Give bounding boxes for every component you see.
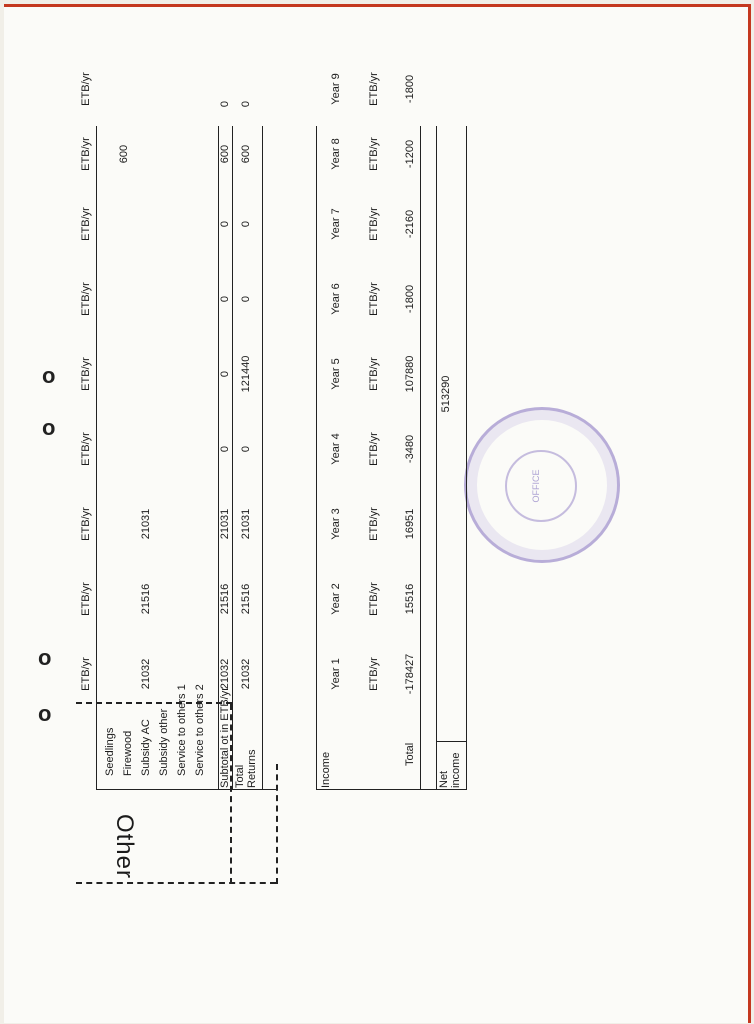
year-unit: ETB/yr xyxy=(368,582,380,616)
total-value: 107880 xyxy=(404,355,416,393)
unit-header: ETB/yr xyxy=(80,282,92,316)
year-unit: ETB/yr xyxy=(368,207,380,241)
total-returns-value: 21031 xyxy=(240,508,252,540)
row-label: Service to others 2 xyxy=(194,684,206,776)
year-unit: ETB/yr xyxy=(368,357,380,391)
total-value: -2160 xyxy=(404,209,416,239)
total-returns-value: 121440 xyxy=(240,355,252,393)
cell-value: 21032 xyxy=(140,658,152,690)
subtotal-value: 0 xyxy=(219,100,231,108)
year-unit: ETB/yr xyxy=(368,657,380,691)
dashed-box-bottom xyxy=(276,764,278,884)
year-header: Year 7 xyxy=(330,208,342,240)
income-total-line xyxy=(420,126,421,790)
row-label: Service to others 1 xyxy=(176,684,188,776)
total-value: -3480 xyxy=(404,434,416,464)
year-header: Year 4 xyxy=(330,433,342,465)
other-label: Other xyxy=(111,813,138,879)
row-label: Subsidy AC xyxy=(140,719,152,776)
year-header: Year 2 xyxy=(330,583,342,615)
year-unit: ETB/yr xyxy=(368,507,380,541)
total-value: -1200 xyxy=(404,139,416,169)
row-label: Firewood xyxy=(122,730,134,776)
income-label: Income xyxy=(320,751,332,788)
unit-header: ETB/yr xyxy=(80,137,92,171)
total-value: 16951 xyxy=(404,508,416,540)
dashed-box-right xyxy=(76,702,232,704)
year-header: Year 3 xyxy=(330,508,342,540)
punch-hole-mark: o xyxy=(38,701,52,726)
subtotal-value: 21031 xyxy=(219,508,231,540)
total-returns-value: 21516 xyxy=(240,583,252,615)
total-value: -178427 xyxy=(404,653,416,695)
punch-hole-mark: o xyxy=(42,363,56,388)
income-left-border xyxy=(316,789,466,790)
row-label: Seedlings xyxy=(104,727,116,776)
net-income-value: 513290 xyxy=(440,375,452,413)
net-income-value-divider xyxy=(436,741,466,742)
year-header: Year 9 xyxy=(330,73,342,105)
total-returns-value: 0 xyxy=(240,445,252,453)
year-unit: ETB/yr xyxy=(368,432,380,466)
subtotal-value: 600 xyxy=(219,144,231,164)
cell-value: 21516 xyxy=(140,583,152,615)
subtotal-value: 21516 xyxy=(219,583,231,615)
punch-hole-mark: o xyxy=(38,645,52,670)
income-total-line-bottom xyxy=(436,126,437,790)
year-header: Year 6 xyxy=(330,283,342,315)
net-income-label: Net income xyxy=(438,752,462,788)
subtotal-value: 0 xyxy=(219,220,231,228)
total-returns-value: 21032 xyxy=(240,658,252,690)
total-returns-label: Total Returns xyxy=(234,749,258,788)
total-row-line xyxy=(262,126,263,790)
year-unit: ETB/yr xyxy=(368,72,380,106)
unit-header: ETB/yr xyxy=(80,72,92,106)
returns-left-border xyxy=(96,789,276,790)
returns-top-border xyxy=(96,126,97,790)
cell-value: 600 xyxy=(118,144,130,164)
unit-header: ETB/yr xyxy=(80,357,92,391)
year-header: Year 1 xyxy=(330,658,342,690)
total-value: 15516 xyxy=(404,583,416,615)
subtotal-value: 0 xyxy=(219,445,231,453)
unit-header: ETB/yr xyxy=(80,507,92,541)
total-value: -1800 xyxy=(404,284,416,314)
dashed-box-left xyxy=(76,882,276,884)
subtotal-row-line-bottom xyxy=(232,126,233,790)
unit-header: ETB/yr xyxy=(80,582,92,616)
total-returns-value: 0 xyxy=(240,100,252,108)
subtotal-value: 21032 xyxy=(219,658,231,690)
row-label: Subsidy other xyxy=(158,708,170,776)
year-header: Year 8 xyxy=(330,138,342,170)
income-top-border xyxy=(316,126,317,790)
punch-hole-mark: o xyxy=(42,415,56,440)
total-returns-value: 0 xyxy=(240,295,252,303)
total-value: -1800 xyxy=(404,74,416,104)
year-header: Year 5 xyxy=(330,358,342,390)
unit-header: ETB/yr xyxy=(80,207,92,241)
total-label: Total xyxy=(404,742,416,766)
total-returns-value: 600 xyxy=(240,144,252,164)
year-unit: ETB/yr xyxy=(368,137,380,171)
subtotal-label: Subtotal ot in ETB/yr xyxy=(219,687,231,788)
unit-header: ETB/yr xyxy=(80,657,92,691)
year-unit: ETB/yr xyxy=(368,282,380,316)
total-returns-value: 0 xyxy=(240,220,252,228)
subtotal-value: 0 xyxy=(219,295,231,303)
cell-value: 21031 xyxy=(140,508,152,540)
net-income-bottom xyxy=(466,126,467,790)
unit-header: ETB/yr xyxy=(80,432,92,466)
stamp-text: OFFICE xyxy=(531,469,541,503)
subtotal-value: 0 xyxy=(219,370,231,378)
